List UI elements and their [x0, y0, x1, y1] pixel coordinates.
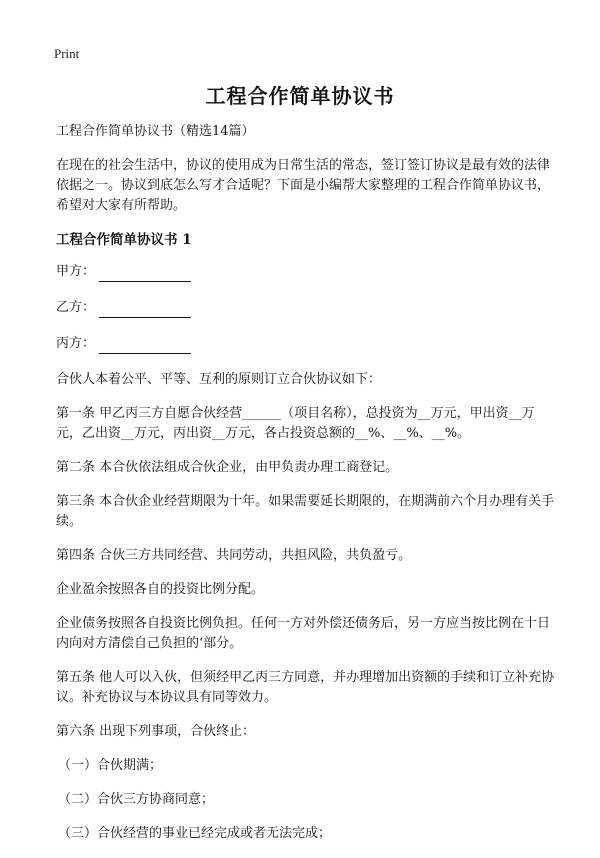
party-line-a	[56, 262, 556, 282]
party-line-b	[56, 298, 556, 318]
clause-paragraph: 第五条 他人可以入伙，但须经甲乙丙三方同意，并办理增加出资额的手续和订立补充协议。补充协议与本协议具有同等效力。	[56, 670, 555, 705]
section-heading: 工程合作简单协议书 1	[56, 232, 192, 248]
document-body	[56, 122, 556, 858]
party-label: 乙方：	[56, 300, 96, 315]
clause-paragraph: 第一条 甲乙丙三方自愿合伙经营______（项目名称），总投资为__万元，甲出资__万元，乙出资__万元，丙出资__万元，各占投资总额的__%、__%、__%。	[56, 406, 535, 441]
clause-paragraph: 企业债务按照各自投资比例负担。任何一方对外偿还债务后，另一方应当按比例在十日内向对方清偿自己负担的‘部分。	[56, 616, 551, 651]
signature-blank	[99, 303, 191, 318]
document-title: 工程合作简单协议书	[205, 84, 395, 108]
intro-paragraph: 在现在的社会生活中，协议的使用成为日常生活的常态，签订签订协议是最有效的法律依据之一。协议到底怎么写才合适呢？下面是小编帮大家整理的工程合作简单协议书，希望对大家有所帮助。	[56, 158, 551, 213]
print-link[interactable]: Print	[54, 46, 80, 61]
clause-paragraph: 企业盈余按照各自的投资比例分配。	[56, 582, 265, 597]
clause-paragraph: 第二条 本合伙依法组成合伙企业，由甲负责办理工商登记。	[56, 460, 399, 475]
clause-paragraph: 合伙人本着公平、平等、互利的原则订立合伙协议如下：	[56, 372, 382, 387]
party-label: 丙方：	[56, 336, 96, 351]
list-item: （二）合伙三方协商同意；	[58, 792, 215, 807]
document-subtitle: 工程合作简单协议书（精选14篇）	[56, 124, 255, 139]
party-label: 甲方：	[56, 264, 96, 279]
clause-paragraph: 第六条 出现下列事项，合伙终止：	[56, 724, 256, 739]
clause-paragraph: 第三条 本合伙企业经营期限为十年。如果需要延长期限的，在期满前六个月办理有关手续。	[56, 494, 555, 529]
party-line-c	[56, 334, 556, 354]
signature-blank	[99, 339, 191, 354]
list-item: （一）合伙期满；	[58, 758, 163, 773]
signature-blank	[99, 267, 191, 282]
clause-paragraph: 第四条 合伙三方共同经营、共同劳动，共担风险，共负盈亏。	[56, 548, 412, 563]
list-item: （三）合伙经营的事业已经完成或者无法完成；	[58, 826, 332, 841]
